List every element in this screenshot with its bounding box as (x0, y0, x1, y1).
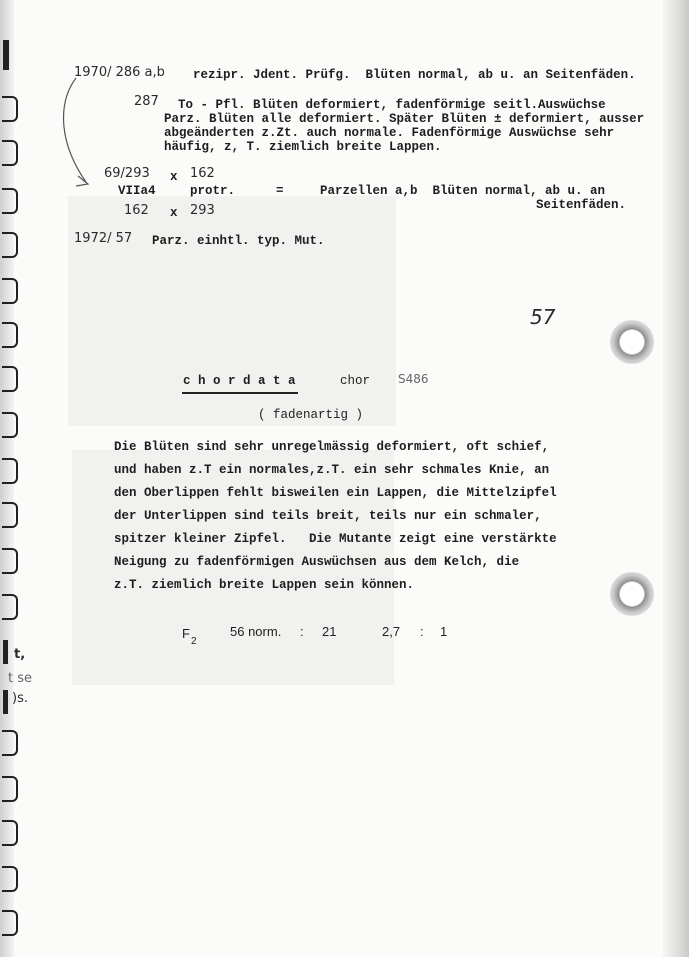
entry-text: abgeänderten z.Zt. auch normale. Fadenförmige Auswüchse sehr (164, 126, 615, 140)
margin-fragment: t, (14, 647, 26, 662)
cross-name-a: VIIa4 (118, 184, 156, 198)
cross-parent-b: 162 (190, 166, 215, 181)
description-line: spitzer kleiner Zipfel. Die Mutante zeigt eine verstärkte (114, 532, 557, 546)
cross-symbol: x (170, 206, 178, 220)
punch-hole (610, 320, 654, 364)
binder-ring (2, 502, 18, 528)
binder-clip (3, 690, 8, 714)
binder-ring (2, 188, 18, 214)
cross-result: Parzellen a,b Blüten normal, ab u. an (320, 184, 606, 198)
description-line: Die Blüten sind sehr unregelmässig deformiert, oft schief, (114, 440, 550, 454)
cross-parent-d: 293 (190, 203, 215, 218)
entry-id: 287 (134, 94, 159, 109)
cross-parent-a: 69/293 (104, 166, 150, 181)
binder-ring (2, 548, 18, 574)
ratio-value-a: 2,7 (382, 624, 401, 639)
binder-ring (2, 820, 18, 846)
punch-hole (610, 572, 654, 616)
binder-ring (2, 730, 18, 756)
binder-ring (2, 322, 18, 348)
entry-text: To - Pfl. Blüten deformiert, fadenförmige seitl.Auswüchse (178, 98, 606, 112)
binder-ring (2, 866, 18, 892)
entry-id: 1972/ 57 (74, 231, 133, 246)
entry-text: Parz. Blüten alle deformiert. Später Blüten ± deformiert, ausser (164, 112, 645, 126)
mutant-code: S486 (398, 372, 429, 386)
mutant-abbreviation: chor (340, 374, 371, 388)
description-line: Neigung zu fadenförmigen Auswüchsen aus dem Kelch, die (114, 555, 520, 569)
description-line: den Oberlippen fehlt bisweilen ein Lappen, die Mittelzipfel (114, 486, 557, 500)
entry-id: 1970/ 286 a,b (74, 65, 165, 80)
mutant-name: c h o r d a t a (183, 374, 296, 388)
binder-ring (2, 366, 18, 392)
normal-count: 56 norm. (230, 624, 282, 639)
ratio-separator: : (420, 624, 424, 639)
binder-ring (2, 594, 18, 620)
mutant-count: 21 (322, 624, 337, 639)
ratio-separator: : (300, 624, 304, 639)
binder-ring (2, 232, 18, 258)
binder-ring (2, 140, 18, 166)
binder-ring (2, 278, 18, 304)
margin-fragment: )s. (12, 691, 28, 706)
description-line: der Unterlippen sind teils breit, teils nur ein schmaler, (114, 509, 542, 523)
binder-ring (2, 458, 18, 484)
margin-fragment: t se (8, 671, 33, 686)
description-line: und haben z.T ein normales,z.T. ein sehr schmales Knie, an (114, 463, 550, 477)
entry-text: rezipr. Jdent. Prüfg. Blüten normal, ab u. an Seitenfäden. (193, 68, 636, 82)
binder-clip (3, 40, 9, 70)
binder-ring (2, 776, 18, 802)
binder-ring (2, 910, 18, 936)
generation-label: F (182, 626, 190, 641)
cross-name-b: protr. (190, 184, 236, 198)
page-number: 57 (530, 305, 556, 329)
binder-clip (3, 640, 8, 664)
binder-ring (2, 412, 18, 438)
cross-symbol: x (170, 170, 178, 184)
binder-ring (2, 96, 18, 122)
mutant-subtitle: ( fadenartig ) (258, 408, 364, 422)
entry-text: häufig, z, T. ziemlich breite Lappen. (164, 140, 442, 154)
ratio-value-b: 1 (440, 624, 448, 639)
title-underline (182, 392, 298, 394)
entry-text: Parz. einhtl. typ. Mut. (152, 234, 325, 248)
page-right-edge (663, 0, 689, 957)
generation-subscript: 2 (191, 636, 197, 647)
cross-result: Seitenfäden. (536, 198, 627, 212)
cross-parent-c: 162 (124, 203, 149, 218)
equals-sign: = (276, 184, 284, 198)
description-line: z.T. ziemlich breite Lappen sein können. (114, 578, 415, 592)
